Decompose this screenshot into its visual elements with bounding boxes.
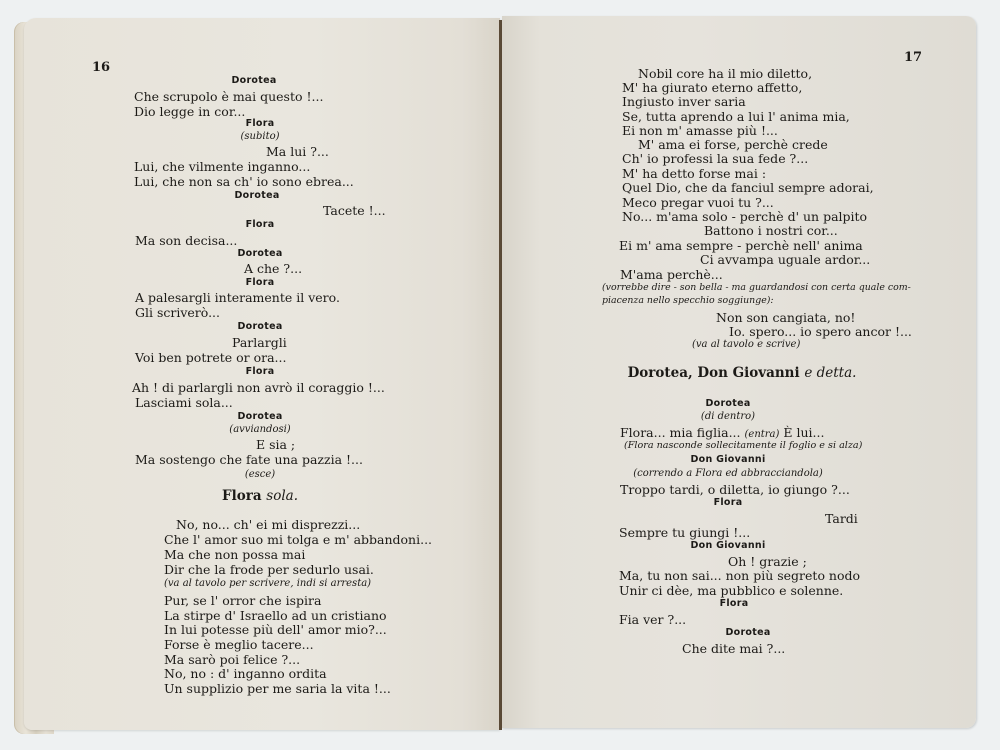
scene-heading: Dorotea, Don Giovanni e detta. <box>627 365 857 381</box>
speaker-name: Flora <box>245 118 275 129</box>
verse-line: La stirpe d' Israello ad un cristiano <box>164 608 387 623</box>
verse-line: Lui, che vilmente inganno... <box>134 159 311 174</box>
verse-line: Fia ver ?... <box>619 612 687 627</box>
stage-direction: (Flora nasconde sollecitamente il foglio e si alza) <box>624 440 863 451</box>
stage-direction: (vorrebbe dire - son bella - ma guardandosi con certa quale com- <box>602 282 911 293</box>
verse-line: Che l' amor suo mi tolga e m' abbandoni... <box>164 532 433 547</box>
verse-line: Che scrupolo è mai questo !... <box>134 89 324 104</box>
verse-line: M' ha detto forse mai : <box>622 166 767 181</box>
verse-line: Nobil core ha il mio diletto, <box>638 66 813 81</box>
verse-line: M'ama perchè... <box>620 267 723 282</box>
verse-line: Che dite mai ?... <box>682 641 786 656</box>
scene-heading: Flora sola. <box>222 488 298 504</box>
verse-line: Ingiusto inver saria <box>622 94 746 109</box>
verse-line: Quel Dio, che da fanciul sempre adorai, <box>622 180 874 195</box>
verse-line: Oh ! grazie ; <box>728 554 807 569</box>
verse-line: Non son cangiata, no! <box>716 310 856 325</box>
verse-line: Lasciami sola... <box>135 395 233 410</box>
verse-line: Ei m' ama sempre - perchè nell' anima <box>619 238 863 253</box>
stage-direction: (di dentro) <box>700 411 756 422</box>
verse-line: Ci avvampa uguale ardor... <box>700 252 871 267</box>
speaker-name: Don Giovanni <box>690 454 766 465</box>
page-number: 17 <box>904 50 923 65</box>
verse-line: Parlargli <box>232 335 287 350</box>
speaker-name: Dorotea <box>237 248 283 259</box>
stage-direction: (va al tavolo e scrive) <box>692 339 801 350</box>
verse-line: A che ?... <box>244 261 303 276</box>
verse-line: Voi ben potrete or ora... <box>135 350 287 365</box>
speaker-name: Dorotea <box>237 411 283 422</box>
speaker-name: Flora <box>713 497 743 508</box>
verse-line: M' ama ei forse, perchè crede <box>638 137 828 152</box>
left-page <box>24 18 500 730</box>
verse-line: No, no... ch' ei mi disprezzi... <box>176 517 361 532</box>
speaker-name: Dorotea <box>705 398 751 409</box>
page-number: 16 <box>92 60 111 75</box>
verse-line: Ma, tu non sai... non più segreto nodo <box>619 568 861 583</box>
stage-direction: (esce) <box>244 469 276 480</box>
verse-line: Ma lui ?... <box>266 144 329 159</box>
verse-line: Ma sostengo che fate una pazzia !... <box>135 452 363 467</box>
speaker-name: Dorotea <box>231 75 277 86</box>
verse-line: Ma sarò poi felice ?... <box>164 652 301 667</box>
verse-line: No, no : d' inganno ordita <box>164 666 327 681</box>
verse-line: Ah ! di parlargli non avrò il coraggio !... <box>132 380 385 395</box>
verse-line: Tacete !... <box>323 203 386 218</box>
speaker-name: Dorotea <box>725 627 771 638</box>
verse-line: Unir ci dèe, ma pubblico e solenne. <box>619 583 844 598</box>
verse-line: Flora... mia figlia... (entra) È lui... <box>620 425 825 440</box>
verse-line: Battono i nostri cor... <box>704 223 838 238</box>
stage-direction: (va al tavolo per scrivere, indi si arresta) <box>164 578 372 589</box>
verse-line: Ei non m' amasse più !... <box>622 123 778 138</box>
speaker-name: Dorotea <box>234 190 280 201</box>
verse-line: Ma son decisa... <box>135 233 238 248</box>
verse-line: Ma che non possa mai <box>164 547 306 562</box>
speaker-name: Don Giovanni <box>690 540 766 551</box>
verse-line: Sempre tu giungi !... <box>619 525 751 540</box>
speaker-name: Flora <box>245 277 275 288</box>
verse-line: Pur, se l' orror che ispira <box>164 593 322 608</box>
verse-line: A palesargli interamente il vero. <box>135 290 340 305</box>
verse-line: Dio legge in cor... <box>134 104 246 119</box>
verse-line: Ch' io professi la sua fede ?... <box>622 151 809 166</box>
stage-direction: (avviandosi) <box>229 424 291 435</box>
right-page <box>502 16 976 728</box>
verse-line: Io. spero... io spero ancor !... <box>729 324 912 339</box>
stage-direction: (subito) <box>240 131 280 142</box>
verse-line: Lui, che non sa ch' io sono ebrea... <box>134 174 354 189</box>
verse-line: Se, tutta aprendo a lui l' anima mia, <box>622 109 850 124</box>
stage-direction: piacenza nello specchio soggiunge): <box>602 295 774 306</box>
verse-line: Un supplizio per me saria la vita !... <box>164 681 391 696</box>
speaker-name: Flora <box>245 366 275 377</box>
verse-line: Meco pregar vuoi tu ?... <box>622 195 774 210</box>
verse-line: M' ha giurato eterno affetto, <box>622 80 803 95</box>
speaker-name: Flora <box>245 219 275 230</box>
verse-line: Forse è meglio tacere... <box>164 637 314 652</box>
verse-line: Gli scriverò... <box>135 305 221 320</box>
speaker-name: Dorotea <box>237 321 283 332</box>
verse-line: Tardi <box>825 511 858 526</box>
stage-direction: (correndo a Flora ed abbracciandola) <box>633 468 823 479</box>
speaker-name: Flora <box>719 598 749 609</box>
verse-line: No... m'ama solo - perchè d' un palpito <box>622 209 868 224</box>
verse-line: Dir che la frode per sedurlo usai. <box>164 562 374 577</box>
verse-line: E sia ; <box>256 437 296 452</box>
verse-line: Troppo tardi, o diletta, io giungo ?... <box>620 482 850 497</box>
verse-line: In lui potesse più dell' amor mio?... <box>164 622 387 637</box>
